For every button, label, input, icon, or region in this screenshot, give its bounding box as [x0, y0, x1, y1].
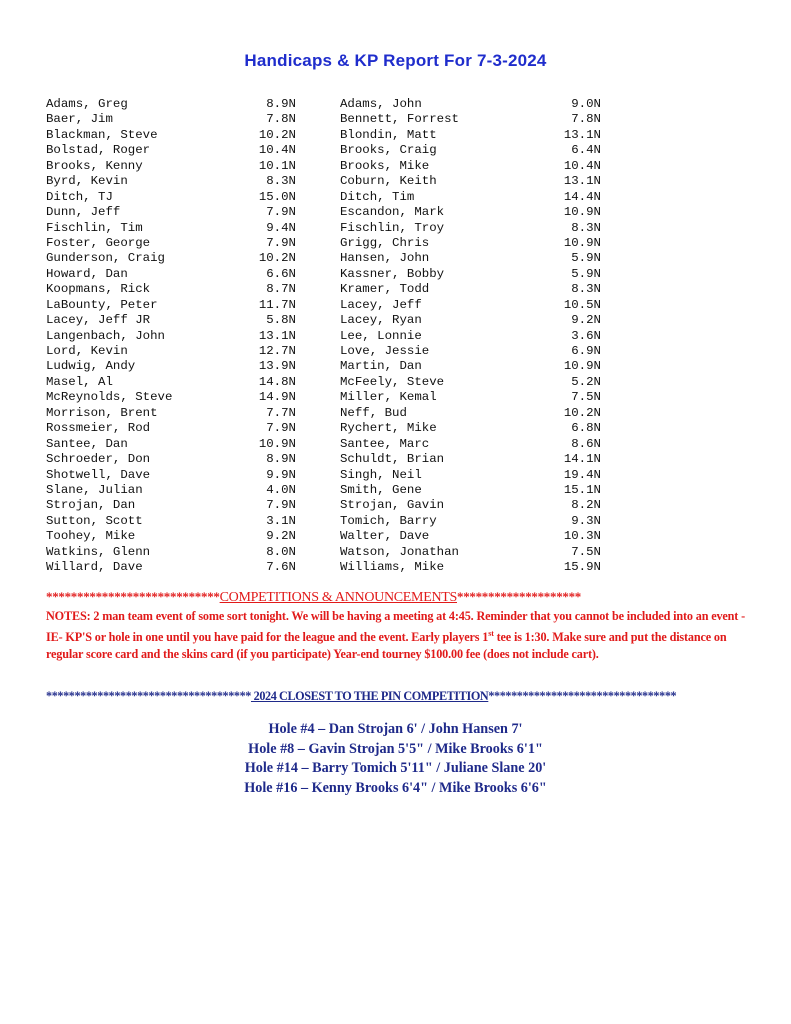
player-name: Dunn, Jeff [46, 205, 121, 220]
table-row [46, 406, 606, 421]
table-row [46, 421, 606, 436]
table-row [46, 468, 606, 483]
table-row [46, 221, 606, 236]
handicap-value: 15.9N [563, 560, 601, 575]
handicap-value: 8.2N [571, 498, 601, 513]
player-name: Miller, Kemal [340, 390, 437, 405]
handicap-value: 5.8N [266, 313, 296, 328]
player-name: Blondin, Matt [340, 127, 437, 142]
player-name: Rossmeier, Rod [46, 421, 151, 436]
table-row [46, 128, 606, 143]
notes-text-1: NOTES: 2 man team event of some sort tonight. We will be having a meeting at 4:45. Reminder that you cannot be included into an event -IE- KP'S or hole in one until you have paid for the league and the event. Early players 1 [46, 609, 746, 645]
kp-heading: 2024 CLOSEST TO THE PIN COMPETITION [250, 689, 489, 703]
player-name: Bolstad, Roger [46, 143, 151, 158]
handicap-value: 7.9N [266, 421, 296, 436]
handicap-value: 9.4N [266, 220, 296, 235]
handicap-value: 5.9N [571, 266, 601, 281]
player-name: Lacey, Jeff [340, 297, 422, 312]
table-row [46, 529, 606, 544]
handicap-value: 7.9N [266, 235, 296, 250]
kp-banner [46, 689, 746, 704]
table-row [46, 205, 606, 220]
table-row [46, 251, 606, 266]
player-name: Fischlin, Troy [340, 220, 445, 235]
table-row [46, 267, 606, 282]
table-row [46, 282, 606, 297]
handicap-value: 5.9N [571, 251, 601, 266]
table-row [46, 190, 606, 205]
player-name: Foster, George [46, 235, 151, 250]
handicap-value: 8.3N [571, 282, 601, 297]
handicap-value: 13.1N [563, 127, 601, 142]
player-name: McReynolds, Steve [46, 390, 173, 405]
handicap-value: 10.9N [258, 436, 296, 451]
player-name: Watson, Jonathan [340, 544, 459, 559]
notes-superscript: st [488, 629, 494, 638]
table-row [46, 97, 606, 112]
player-name: Smith, Gene [340, 482, 422, 497]
table-row [46, 174, 606, 189]
handicap-value: 6.6N [266, 266, 296, 281]
kp-hole-line: Hole #16 – Kenny Brooks 6'4" / Mike Brooks 6'6" [244, 779, 547, 796]
table-row [46, 329, 606, 344]
table-row [46, 298, 606, 313]
kp-hole-line: Hole #4 – Dan Strojan 6' / John Hansen 7' [268, 721, 523, 737]
handicap-value: 10.9N [563, 235, 601, 250]
table-row [46, 437, 606, 452]
handicap-value: 15.0N [258, 189, 296, 204]
player-name: Lacey, Jeff JR [46, 313, 151, 328]
handicap-value: 8.3N [266, 174, 296, 189]
player-name: Byrd, Kevin [46, 174, 128, 189]
player-name: Adams, John [340, 97, 422, 111]
handicap-value: 10.2N [258, 127, 296, 142]
handicap-value: 4.0N [266, 482, 296, 497]
player-name: Ditch, Tim [340, 189, 415, 204]
table-row [46, 375, 606, 390]
player-name: Brooks, Craig [340, 143, 437, 158]
handicap-value: 7.9N [266, 205, 296, 220]
table-row [46, 143, 606, 158]
notes-text-2: tee is 1:30. Make sure and put the distance on regular score card and the skins card (if you participate) Year-end tourney $100.00 fee (does not include cart). [46, 630, 727, 662]
handicap-value: 7.8N [266, 112, 296, 127]
handicap-value: 14.4N [563, 189, 601, 204]
handicap-value: 8.6N [571, 436, 601, 451]
player-name: Sutton, Scott [46, 513, 143, 528]
handicap-value: 10.4N [563, 158, 601, 173]
player-name: LaBounty, Peter [46, 297, 158, 312]
player-name: Kramer, Todd [340, 282, 430, 297]
player-name: Gunderson, Craig [46, 251, 165, 266]
announcements-banner [46, 589, 746, 606]
handicap-value: 8.7N [266, 282, 296, 297]
player-name: Tomich, Barry [340, 513, 437, 528]
table-row [46, 359, 606, 374]
player-name: Santee, Dan [46, 436, 128, 451]
player-name: Hansen, John [340, 251, 430, 266]
player-name: Strojan, Gavin [340, 498, 445, 513]
kp-results [0, 720, 791, 798]
handicap-value: 6.4N [571, 143, 601, 158]
handicap-value: 8.9N [266, 97, 296, 111]
player-name: Shotwell, Dave [46, 467, 151, 482]
player-name: Grigg, Chris [340, 235, 430, 250]
handicap-value: 10.4N [258, 143, 296, 158]
handicap-value: 9.9N [266, 467, 296, 482]
handicap-value: 9.2N [571, 313, 601, 328]
table-row [46, 236, 606, 251]
table-row [46, 159, 606, 174]
player-name: Morrison, Brent [46, 405, 158, 420]
player-name: Strojan, Dan [46, 498, 136, 513]
handicap-value: 10.3N [563, 529, 601, 544]
banner-stars-left: **************************** [46, 589, 220, 604]
handicap-value: 13.1N [258, 328, 296, 343]
handicap-value: 10.5N [563, 297, 601, 312]
handicap-value: 10.2N [563, 405, 601, 420]
player-name: Walter, Dave [340, 529, 430, 544]
player-name: Howard, Dan [46, 266, 128, 281]
player-name: Love, Jessie [340, 344, 430, 358]
player-name: Kassner, Bobby [340, 266, 445, 281]
kp-stars-left: ************************************ [46, 689, 251, 703]
handicap-value: 10.2N [258, 251, 296, 266]
handicap-value: 3.6N [571, 328, 601, 343]
player-name: Neff, Bud [340, 405, 407, 420]
player-name: Santee, Marc [340, 436, 430, 451]
player-name: Brooks, Kenny [46, 158, 143, 173]
player-name: Brooks, Mike [340, 158, 430, 173]
table-row [46, 483, 606, 498]
player-name: Schuldt, Brian [340, 452, 445, 467]
handicap-value: 6.9N [571, 344, 601, 358]
table-row [46, 560, 606, 575]
player-name: Masel, Al [46, 374, 113, 389]
handicap-value: 8.3N [571, 220, 601, 235]
notes-paragraph [46, 608, 746, 663]
handicap-value: 13.9N [258, 359, 296, 374]
handicap-table [46, 97, 606, 576]
player-name: Ditch, TJ [46, 189, 113, 204]
player-name: Schroeder, Don [46, 452, 151, 467]
handicap-value: 3.1N [266, 513, 296, 528]
handicap-value: 8.9N [266, 452, 296, 467]
report-title: Handicaps & KP Report For 7-3-2024 [244, 51, 547, 70]
table-row [46, 545, 606, 560]
kp-stars-right: ********************************* [488, 689, 677, 703]
handicap-value: 12.7N [258, 344, 296, 358]
player-name: Coburn, Keith [340, 174, 437, 189]
table-row [46, 313, 606, 328]
table-row [46, 390, 606, 405]
player-name: Slane, Julian [46, 482, 143, 497]
player-name: Escandon, Mark [340, 205, 445, 220]
player-name: Singh, Neil [340, 467, 422, 482]
player-name: Koopmans, Rick [46, 282, 151, 297]
player-name: Lord, Kevin [46, 344, 128, 358]
handicap-value: 9.0N [571, 97, 601, 111]
handicap-value: 13.1N [563, 174, 601, 189]
kp-hole-line: Hole #14 – Barry Tomich 5'11" / Juliane Slane 20' [244, 760, 547, 776]
handicap-value: 14.8N [258, 374, 296, 389]
banner-stars-right: ******************** [457, 589, 582, 604]
player-name: Langenbach, John [46, 328, 165, 343]
table-row [46, 452, 606, 467]
player-name: McFeely, Steve [340, 374, 445, 389]
handicap-value: 7.8N [571, 112, 601, 127]
handicap-value: 10.9N [563, 359, 601, 374]
player-name: Ludwig, Andy [46, 359, 136, 374]
handicap-value: 7.9N [266, 498, 296, 513]
handicap-value: 8.0N [266, 544, 296, 559]
table-row [46, 514, 606, 529]
handicap-value: 10.9N [563, 205, 601, 220]
handicap-value: 15.1N [563, 482, 601, 497]
table-row [46, 344, 606, 359]
handicap-value: 9.2N [266, 529, 296, 544]
handicap-value: 19.4N [563, 467, 601, 482]
kp-hole-line: Hole #8 – Gavin Strojan 5'5" / Mike Brooks 6'1" [248, 740, 543, 757]
player-name: Rychert, Mike [340, 421, 437, 436]
player-name: Lee, Lonnie [340, 328, 422, 343]
player-name: Blackman, Steve [46, 127, 158, 142]
player-name: Toohey, Mike [46, 529, 136, 544]
handicap-value: 14.1N [563, 452, 601, 467]
handicap-value: 9.3N [571, 513, 601, 528]
table-row [46, 112, 606, 127]
announcements-heading: COMPETITIONS & ANNOUNCEMENTS [219, 590, 457, 605]
player-name: Williams, Mike [340, 560, 445, 575]
handicap-value: 10.1N [258, 158, 296, 173]
handicap-value: 5.2N [571, 374, 601, 389]
player-name: Baer, Jim [46, 112, 113, 127]
player-name: Bennett, Forrest [340, 112, 459, 127]
player-name: Watkins, Glenn [46, 544, 151, 559]
table-row [46, 498, 606, 513]
player-name: Lacey, Ryan [340, 313, 422, 328]
handicap-value: 7.7N [266, 405, 296, 420]
player-name: Martin, Dan [340, 359, 422, 374]
player-name: Fischlin, Tim [46, 220, 143, 235]
player-name: Adams, Greg [46, 97, 128, 111]
handicap-value: 11.7N [258, 297, 296, 312]
handicap-value: 7.5N [571, 390, 601, 405]
handicap-value: 7.5N [571, 544, 601, 559]
handicap-value: 6.8N [571, 421, 601, 436]
player-name: Willard, Dave [46, 560, 143, 575]
handicap-value: 7.6N [266, 560, 296, 575]
handicap-value: 14.9N [258, 390, 296, 405]
